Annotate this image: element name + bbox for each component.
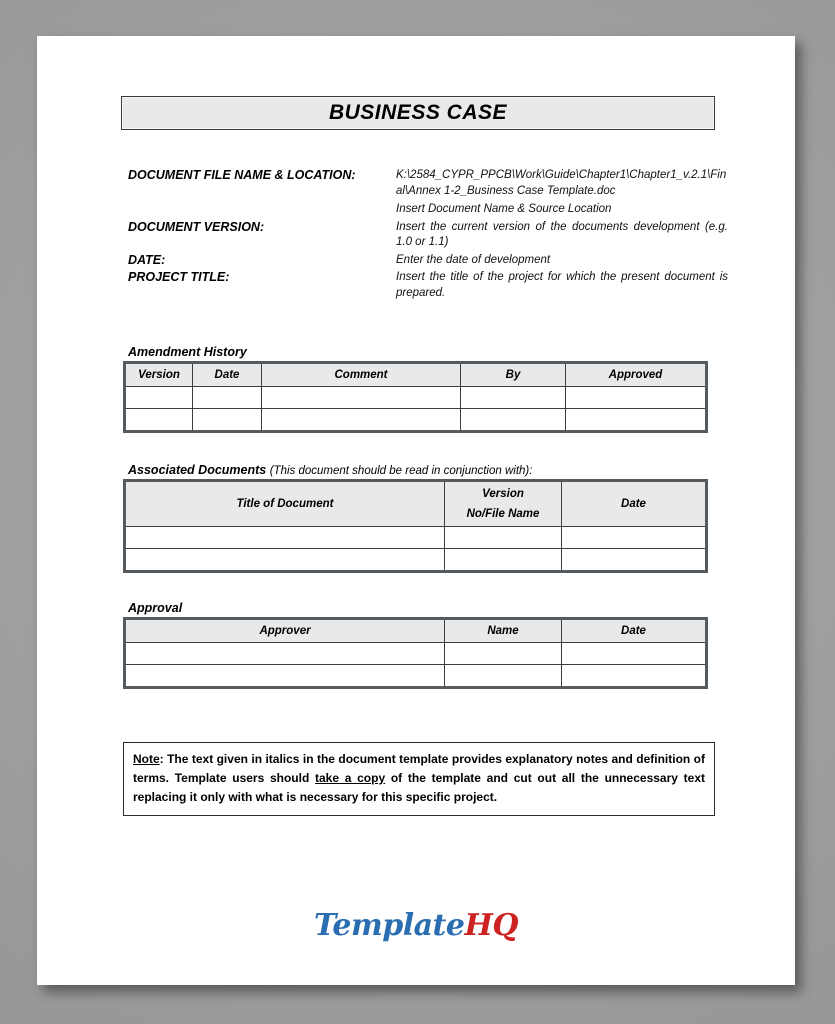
cell-date[interactable] [562, 643, 707, 665]
metadata-row-document-version [128, 220, 728, 251]
cell-approver[interactable] [125, 665, 445, 688]
templatehq-logo [37, 908, 795, 943]
cell-version[interactable] [125, 387, 193, 409]
cell-by[interactable] [461, 409, 566, 432]
document-title-banner [121, 96, 715, 130]
associated-documents-table [123, 479, 708, 573]
table-row [125, 643, 707, 665]
approval-caption: Approval [128, 601, 183, 615]
table-header-row [125, 363, 707, 387]
column-header-version-no-file-name [445, 481, 562, 527]
page-title: BUSINESS CASE [328, 101, 508, 124]
cell-by[interactable] [461, 387, 566, 409]
cell-version[interactable] [125, 409, 193, 432]
table-row [125, 549, 707, 572]
cell-date[interactable] [193, 409, 262, 432]
column-header-date: Date [562, 619, 707, 643]
table-row [125, 665, 707, 688]
associated-documents-caption-note: (This document should be read in conjunction with): [269, 465, 533, 477]
cell-title-of-document[interactable] [125, 549, 445, 572]
metadata-label-file-name: DOCUMENT FILE NAME & LOCATION: [128, 168, 356, 182]
cell-title-of-document[interactable] [125, 527, 445, 549]
column-header-date: Date [562, 481, 707, 527]
cell-date[interactable] [562, 665, 707, 688]
note-emphasis: take a copy [315, 771, 386, 785]
metadata-row-project-title [128, 270, 728, 301]
column-header-date: Date [193, 363, 262, 387]
cell-date[interactable] [193, 387, 262, 409]
logo-text-hq: HQ [464, 908, 518, 943]
metadata-row-date [128, 253, 728, 269]
associated-documents-caption [128, 463, 532, 477]
metadata-value-file-name: K:\2584_CYPR_PPCB\Work\Guide\Chapter1\Chapter1_v.2.1\Final\Annex 1-2_Business Case Template.doc [396, 169, 727, 197]
metadata-value-group-file-name [396, 168, 728, 218]
cell-name[interactable] [445, 643, 562, 665]
note-label: Note [133, 752, 160, 766]
note-separator: : [159, 752, 168, 766]
table-row [125, 527, 707, 549]
metadata-hint-file-name: Insert Document Name & Source Location [396, 203, 612, 215]
logo-text-template: Template [314, 908, 465, 943]
document-page [37, 36, 795, 985]
cell-approved[interactable] [566, 409, 707, 432]
table-row [125, 409, 707, 432]
cell-name[interactable] [445, 665, 562, 688]
approval-table [123, 617, 708, 689]
column-header-comment: Comment [262, 363, 461, 387]
column-header-name: Name [445, 619, 562, 643]
table-header-row [125, 481, 707, 527]
amendment-history-caption: Amendment History [128, 345, 247, 359]
metadata-label-project-title: PROJECT TITLE: [128, 270, 230, 284]
metadata-label-document-version: DOCUMENT VERSION: [128, 219, 265, 234]
cell-version-no-file-name[interactable] [445, 527, 562, 549]
column-header-by: By [461, 363, 566, 387]
table-header-row [125, 619, 707, 643]
metadata-value-project-title: Insert the title of the project for which the present document is prepared. [396, 271, 728, 299]
cell-approver[interactable] [125, 643, 445, 665]
column-header-version-line2: No/File Name [466, 508, 540, 520]
metadata-value-document-version: Insert the current version of the documents development (e.g. 1.0 or 1.1) [396, 220, 728, 248]
associated-documents-caption-label: Associated Documents [128, 463, 267, 477]
column-header-approved: Approved [566, 363, 707, 387]
table-row [125, 387, 707, 409]
cell-version-no-file-name[interactable] [445, 549, 562, 572]
note-text-part1: The text given in italics in the document template provides explanatory notes and definition of terms. Template users should [133, 752, 705, 785]
column-header-version: Version [125, 363, 193, 387]
column-header-approver: Approver [125, 619, 445, 643]
note-text-part2: of the template and cut out all the unnecessary text replacing it only with what is necessary for this specific project. [133, 771, 705, 804]
cell-date[interactable] [562, 549, 707, 572]
note-box [123, 742, 715, 816]
column-header-title-of-document: Title of Document [125, 481, 445, 527]
cell-approved[interactable] [566, 387, 707, 409]
metadata-row-file-name [128, 168, 728, 218]
metadata-label-date: DATE: [128, 252, 166, 267]
document-metadata [128, 168, 728, 303]
metadata-value-date: Enter the date of development [396, 253, 551, 266]
amendment-history-table [123, 361, 708, 433]
cell-date[interactable] [562, 527, 707, 549]
cell-comment[interactable] [262, 387, 461, 409]
column-header-version-line1: Version [482, 488, 524, 500]
note-text [133, 750, 705, 807]
cell-comment[interactable] [262, 409, 461, 432]
